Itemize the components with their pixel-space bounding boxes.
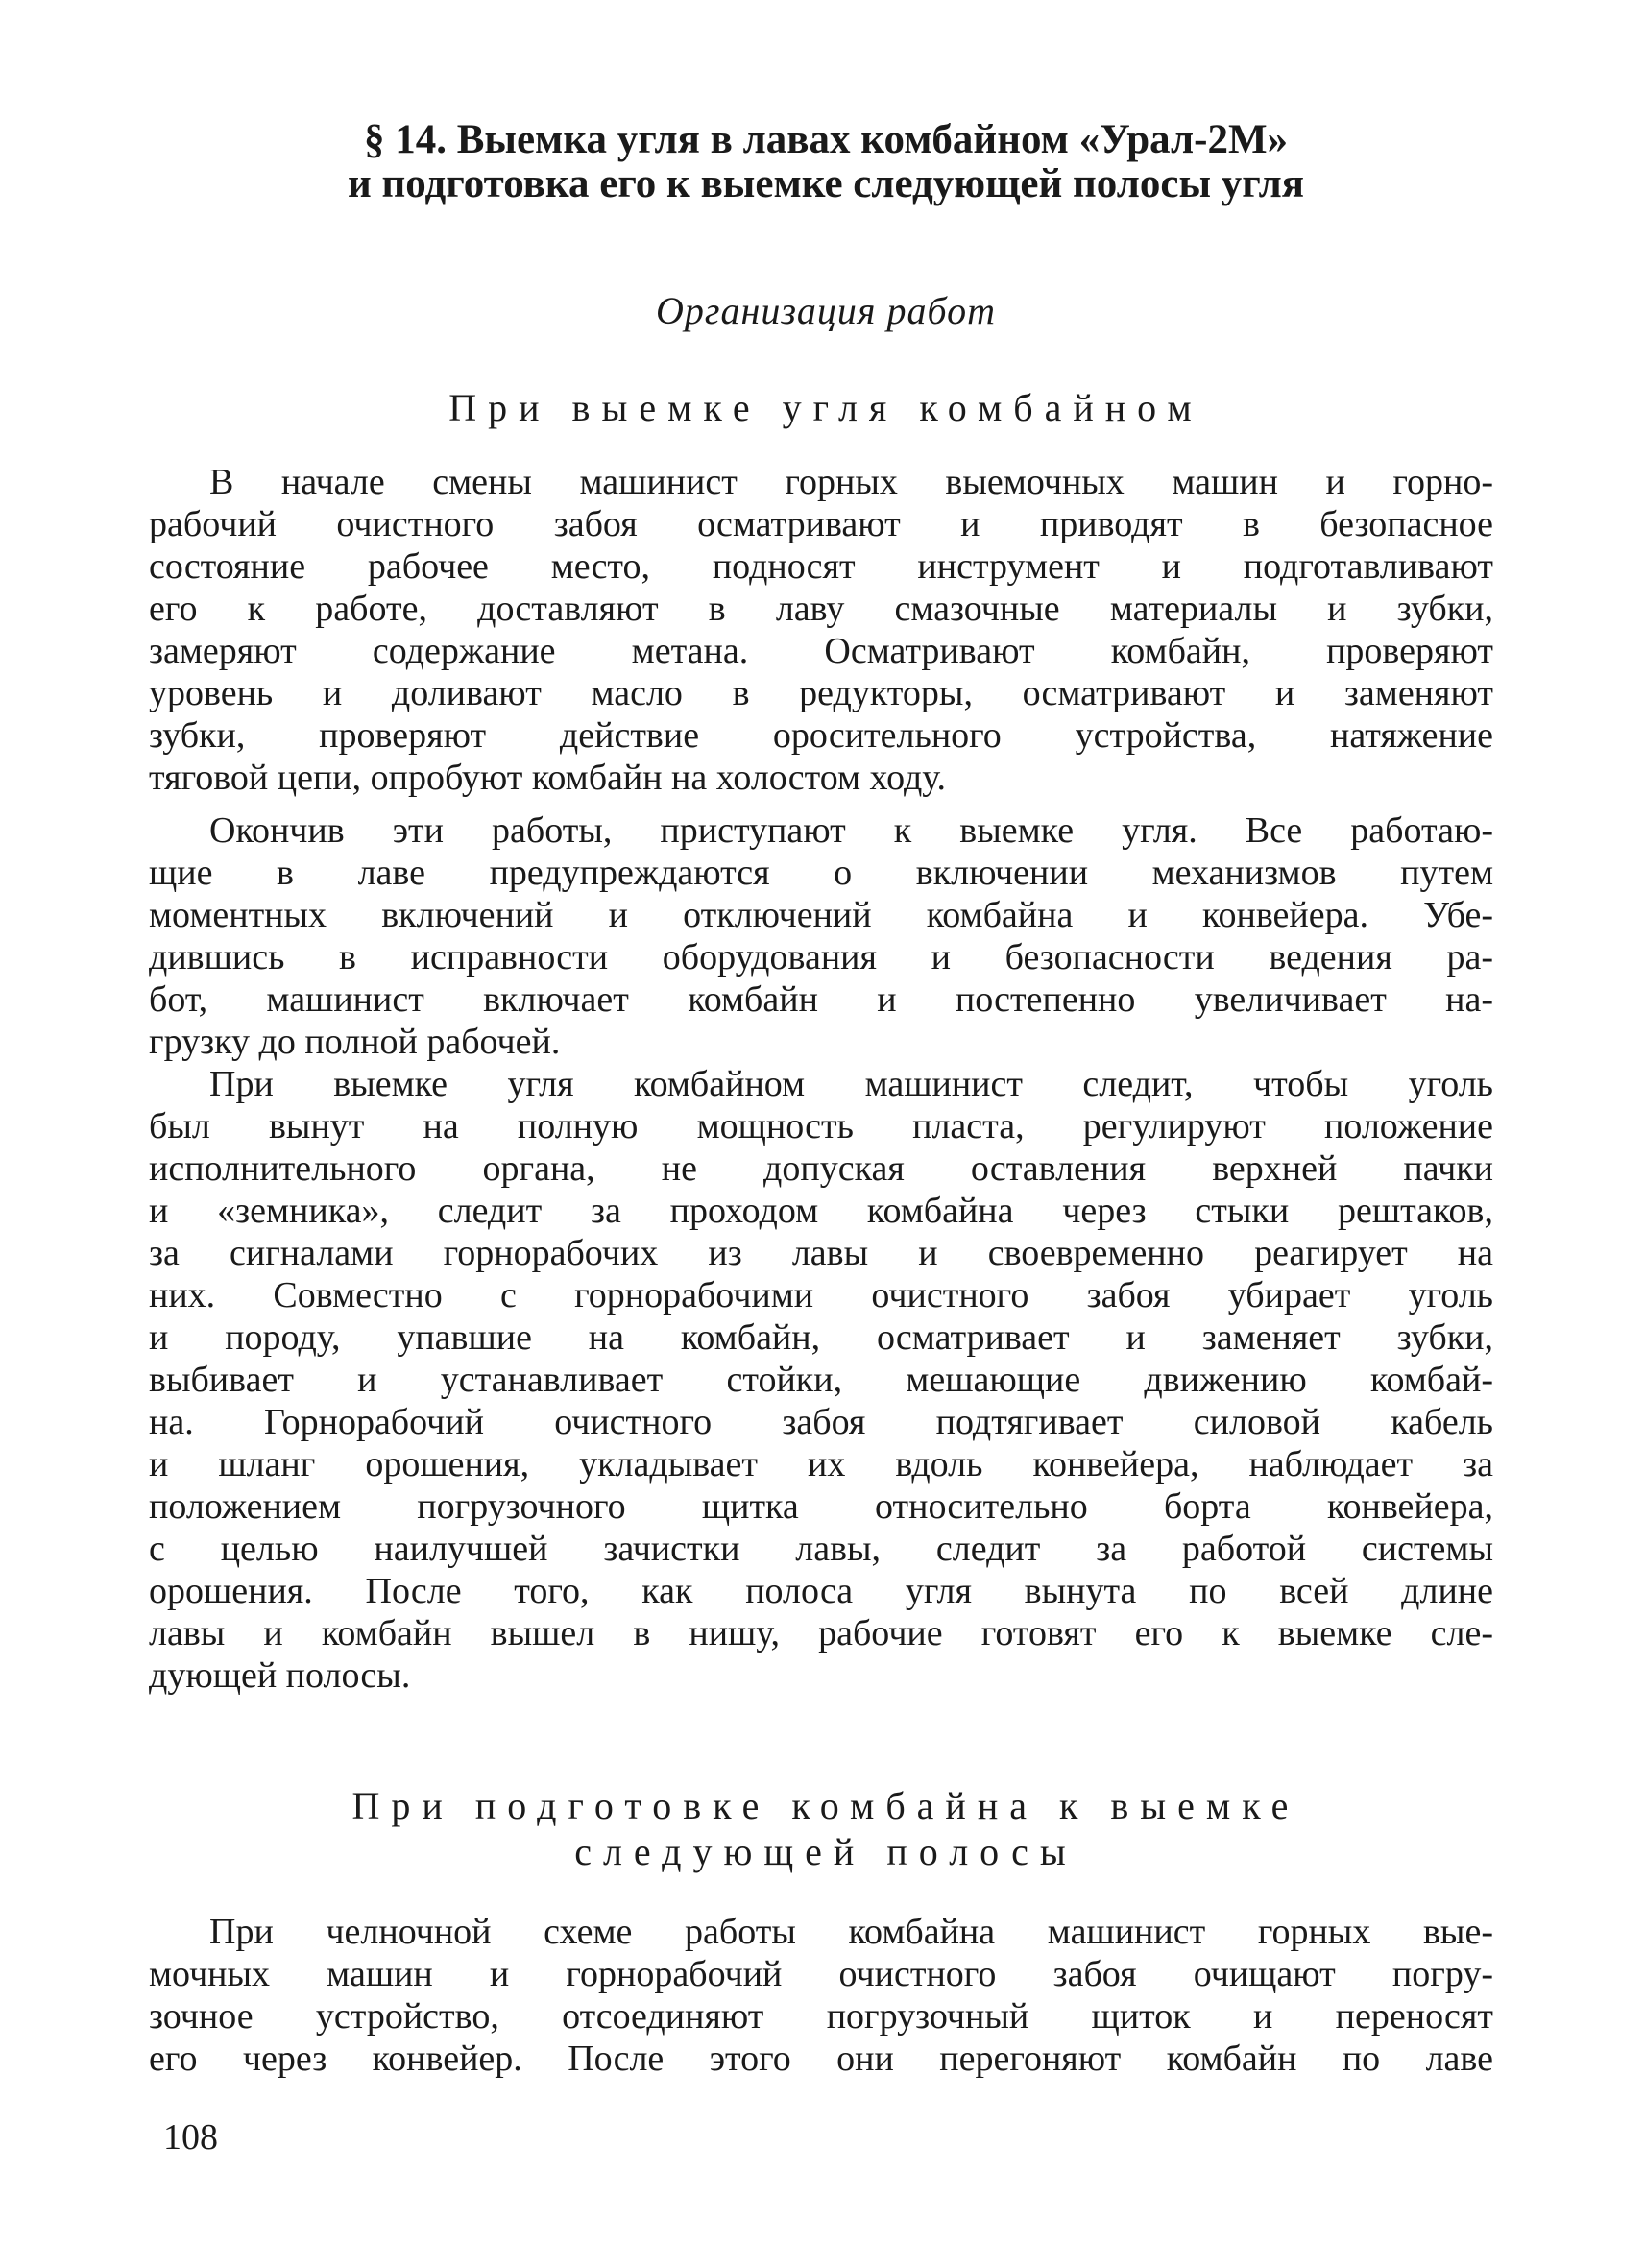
paragraph-1-line: рабочий очистного забоя осматривают и приводят в безопасное — [149, 504, 1493, 544]
subheading-preparation-line-1: При подготовке комбайна к выемке — [351, 1784, 1300, 1827]
subsection-title: Организация работ — [655, 289, 996, 332]
paragraph-3-line: положением погрузочного щитка относительно борта конвейера, — [149, 1486, 1493, 1527]
paragraph-1-line: В начале смены машинист горных выемочных машин и горно- — [209, 462, 1493, 502]
paragraph-4-line: При челночной схеме работы комбайна машинист горных вые- — [209, 1912, 1493, 1952]
paragraph-3-line: и породу, упавшие на комбайн, осматривает и заменяет зубки, — [149, 1317, 1493, 1358]
paragraph-3-line: лавы и комбайн вышел в нишу, рабочие готовят его к выемке сле- — [149, 1613, 1493, 1653]
paragraph-4-line: мочных машин и горнорабочий очистного забоя очищают погру- — [149, 1954, 1493, 1994]
paragraph-3-line: был вынут на полную мощность пласта, регулируют положение — [149, 1106, 1493, 1146]
paragraph-3-line: за сигналами горнорабочих из лавы и своевременно реагирует на — [149, 1233, 1493, 1273]
paragraph-3-line: исполнительного органа, не допуская оставления верхней пачки — [149, 1148, 1493, 1189]
paragraph-2-line: грузку до полной рабочей. — [149, 1022, 561, 1062]
paragraph-1-line: его к работе, доставляют в лаву смазочные материалы и зубки, — [149, 589, 1493, 629]
paragraph-2-line: дившись в исправности оборудования и безопасности ведения ра- — [149, 937, 1493, 977]
paragraph-1-line: тяговой цепи, опробуют комбайн на холостом ходу. — [149, 758, 947, 798]
section-title-line-1: § 14. Выемка угля в лавах комбайном «Урал-2М» — [363, 117, 1289, 162]
subheading-coal-extraction: При выемке угля комбайном — [448, 386, 1203, 429]
paragraph-3-line: на. Горнорабочий очистного забоя подтягивает силовой кабель — [149, 1402, 1493, 1442]
subheading-preparation-line-2: следующей полосы — [574, 1830, 1077, 1873]
paragraph-3-line: При выемке угля комбайном машинист следит, чтобы уголь — [209, 1064, 1493, 1104]
paragraph-1-line: зубки, проверяют действие оросительного устройства, натяжение — [149, 715, 1493, 756]
paragraph-2-line: Окончив эти работы, приступают к выемке угля. Все работаю- — [209, 810, 1493, 851]
paragraph-1-line: состояние рабочее место, подносят инструмент и подготавливают — [149, 546, 1493, 587]
paragraph-4-line: зочное устройство, отсоединяют погрузочный щиток и переносят — [149, 1996, 1493, 2037]
paragraph-2-line: щие в лаве предупреждаются о включении механизмов путем — [149, 853, 1493, 893]
paragraph-2-line: моментных включений и отключений комбайна и конвейера. Убе- — [149, 895, 1493, 935]
paragraph-3-line: и шланг орошения, укладывает их вдоль конвейера, наблюдает за — [149, 1444, 1493, 1484]
paragraph-4-line: его через конвейер. После этого они перегоняют комбайн по лаве — [149, 2039, 1493, 2079]
paragraph-3-line: с целью наилучшей зачистки лавы, следит за работой системы — [149, 1529, 1493, 1569]
paragraph-3-line: выбивает и устанавливает стойки, мешающие движению комбай- — [149, 1360, 1493, 1400]
paragraph-3-line: дующей полосы. — [149, 1655, 411, 1696]
paragraph-3-line: орошения. После того, как полоса угля вынута по всей длине — [149, 1571, 1493, 1611]
paragraph-3-line: них. Совместно с горнорабочими очистного забоя убирает уголь — [149, 1275, 1493, 1315]
section-title-line-2: и подготовка его к выемке следующей полосы угля — [347, 161, 1305, 206]
paragraph-3-line: и «земника», следит за проходом комбайна через стыки рештаков, — [149, 1191, 1493, 1231]
paragraph-2-line: бот, машинист включает комбайн и постепенно увеличивает на- — [149, 979, 1493, 1020]
paragraph-1-line: замеряют содержание метана. Осматривают комбайн, проверяют — [149, 631, 1493, 671]
paragraph-1-line: уровень и доливают масло в редукторы, осматривают и заменяют — [149, 673, 1493, 713]
page-number: 108 — [163, 2117, 218, 2158]
